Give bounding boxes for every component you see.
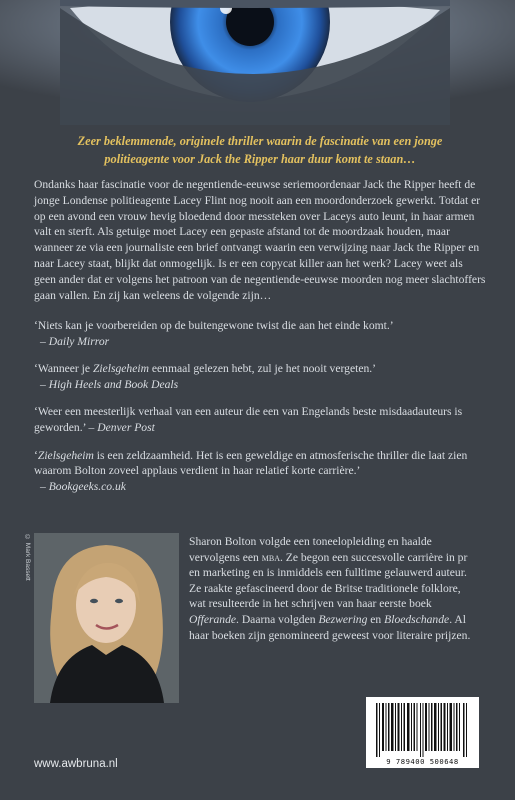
author-bio: Sharon Bolton volgde een toneelopleiding en haalde vervolgens een mba. Ze begon een succesvolle carrière in pr en marketing en is inmiddels een fulltime gelauwerd auteur. Ze raakte gefascineerd door de Britse traditionele folklore, wat resulteerde in het schrijven van haar eerste boek Offerande. Daarna volgden Bezwering en Bloedschande. Al haar boeken zijn genomineerd geweest voor literaire prijzen. — [189, 535, 471, 642]
tagline: Zeer beklemmende, originele thriller waarin de fascinatie van een jonge politieagente voor Jack the Ripper haar duur komt te staan… — [77, 134, 443, 166]
photo-credit: © Mark Bassett — [24, 534, 31, 581]
review-quotes — [34, 318, 486, 506]
review-source: – High Heels and Book Deals — [40, 377, 179, 391]
review-quote: ‘Wanneer je Zielsgeheim eenmaal gelezen hebt, zul je het nooit vergeten.’ – High Heels and Book Deals — [34, 361, 486, 392]
blurb-text: Ondanks haar fascinatie voor de negentiende-eeuwse seriemoordenaar Jack the Ripper heeft de jonge Londense politieagente Lacey Flint nog nooit aan een moordonderzoek gewerkt. Totdat er op een avond een vrouw hevig bloedend door messteken over Laceys auto leunt, in haar armen valt en sterft. Als getuige moet Lacey een gepaste afstand tot de moordzaak houden, maar wanneer ze via een journaliste een brief ontvangt waarin een verwijzing naar Jack the Ripper en naar Lacey staat, blijkt dat onmogelijk. Is er een copycat killer aan het werk? Lacey weet als geen ander dat er volgens het patroon van de negentiende-eeuwse moorden nog meer slachtoffers gaan vallen. En zij kan weleens de volgende zijn… — [34, 178, 486, 302]
cover-eye-image — [0, 0, 515, 125]
isbn-barcode — [366, 697, 479, 768]
review-quote: ‘Zielsgeheim is een zeldzaamheid. Het is een geweldige en atmosferische thriller die laat zien waarom Bolton zoveel applaus verdient in haar relatief korte carrière.’ – Bookgeeks.co.uk — [34, 448, 486, 495]
publisher-website[interactable]: www.awbruna.nl — [34, 758, 118, 770]
isbn-number: 9 789400 500648 — [386, 757, 459, 766]
review-source: – Bookgeeks.co.uk — [40, 479, 126, 493]
review-quote: ‘Niets kan je voorbereiden op de buitengewone twist die aan het einde komt.’ – Daily Mirror — [34, 318, 486, 349]
author-photo — [34, 533, 179, 703]
review-quote: ‘Weer een meesterlijk verhaal van een auteur die een van Engelands beste misdaadauteurs is geworden.’ – Denver Post — [34, 405, 463, 434]
review-source: – Daily Mirror — [40, 334, 110, 348]
